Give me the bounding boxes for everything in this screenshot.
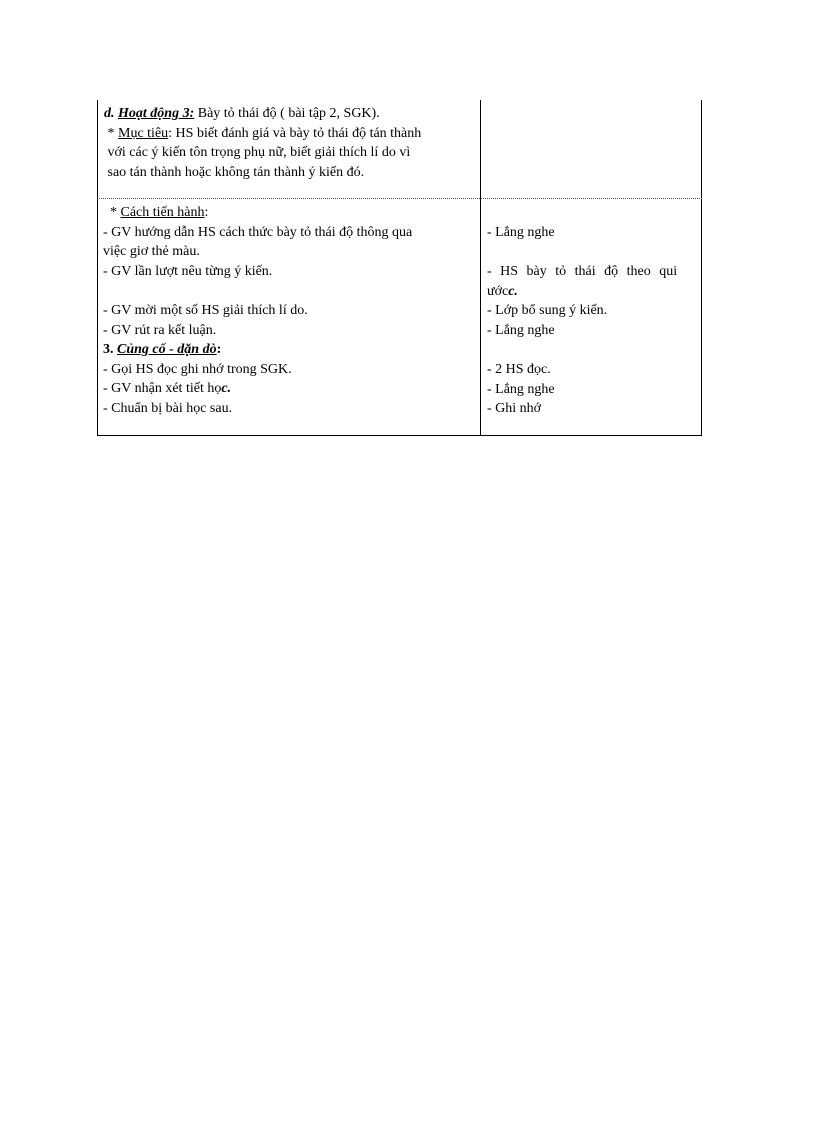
student-response-3: - Lớp bổ sung ý kiến. <box>487 303 608 319</box>
activity-title: Hoạt động 3: <box>118 106 195 121</box>
closing-step-3: - Chuẩn bị bài học sau. <box>103 400 233 416</box>
student-response-2: - HS bày tỏ thái độ theo qui <box>487 264 678 280</box>
closing-step-2-text: - GV nhận xét tiết họ <box>103 381 222 397</box>
teacher-step-1-cont: việc giơ thẻ màu. <box>103 244 200 260</box>
table-bottom-border <box>97 435 702 436</box>
goal-bullet: * <box>107 125 118 141</box>
procedure-label: Cách tiến hành <box>120 205 205 220</box>
goal-text-3: sao tán thành hoặc không tán thành ý kiến đó. <box>107 164 365 180</box>
closing-step-1: - Gọi HS đọc ghi nhớ trong SGK. <box>103 361 292 377</box>
table-column-divider <box>480 100 481 436</box>
table-row-divider <box>97 198 702 199</box>
table-left-border <box>97 100 98 436</box>
teacher-activities-cell <box>103 203 473 419</box>
student-response-2-text: ước <box>487 283 509 299</box>
activity-3-heading <box>104 104 474 124</box>
student-response-1: - Lắng nghe <box>487 225 555 240</box>
teacher-step-3: - GV mời một số HS giải thích lí do. <box>103 302 308 318</box>
goal-text-1: : HS biết đánh giá và bày tỏ thái độ tán thành <box>168 125 422 141</box>
goal-text-2: với các ý kiến tôn trọng phụ nữ, biết giải thích lí do vì <box>107 145 411 161</box>
goal-line-3 <box>104 163 474 183</box>
blank-line <box>103 281 473 301</box>
student-response-4: - Lắng nghe <box>487 322 555 338</box>
activity-3-cell <box>104 104 474 182</box>
procedure-bullet: * <box>110 205 121 220</box>
section-3-colon: : <box>216 342 222 358</box>
closing-step-2-tail: c. <box>221 381 232 397</box>
teacher-step-1: - GV hướng dẫn HS cách thức bày tỏ thái độ thông qua <box>103 224 413 240</box>
blank-line <box>487 243 695 263</box>
procedure-colon: : <box>204 205 209 220</box>
section-3-number: 3. <box>103 342 117 358</box>
goal-label: Mục tiêu <box>118 125 169 141</box>
closing-response-3: - Ghi nhớ <box>487 401 542 417</box>
closing-response-1: - 2 HS đọc. <box>487 362 551 378</box>
teacher-step-2: - GV lần lượt nêu từng ý kiến. <box>103 263 273 279</box>
blank-line <box>487 341 695 361</box>
activity-description: Bày tỏ thái độ ( bài tập 2, SGK). <box>194 106 380 121</box>
section-3-heading <box>103 340 473 360</box>
table-right-border <box>701 100 702 436</box>
student-response-2-cont <box>487 282 695 302</box>
student-activities-cell <box>487 223 695 419</box>
procedure-heading <box>103 203 473 223</box>
closing-step-2 <box>103 379 473 399</box>
section-3-title: Củng cố - dặn dò <box>117 342 217 358</box>
student-response-2-tail: c. <box>508 283 518 299</box>
lesson-table <box>97 100 702 436</box>
goal-line-1 <box>104 124 474 144</box>
section-label: d. <box>104 106 115 121</box>
goal-line-2 <box>104 143 474 163</box>
closing-response-2: - Lắng nghe <box>487 381 555 397</box>
teacher-step-4: - GV rút ra kết luận. <box>103 322 217 338</box>
